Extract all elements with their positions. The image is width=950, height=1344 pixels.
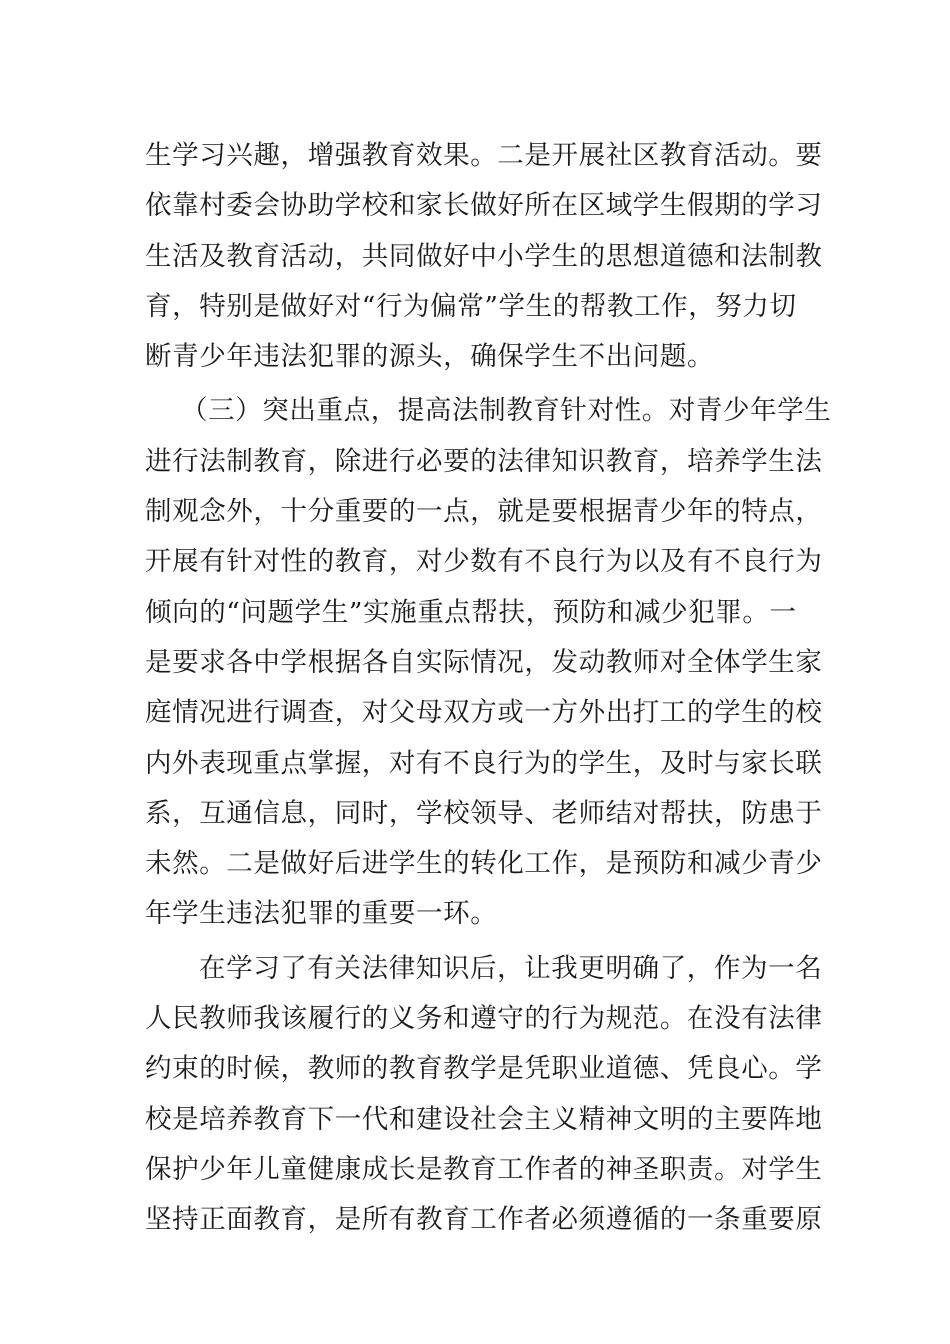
text-line: 进行法制教育，除进行必要的法律知识教育，培养学生法 bbox=[145, 445, 823, 477]
text-line: 人民教师我该履行的义务和遵守的行为规范。在没有法律 bbox=[145, 1003, 823, 1035]
document-body bbox=[145, 131, 832, 1246]
text-line: 校是培养教育下一代和建设社会主义精神文明的主要阵地 bbox=[145, 1103, 823, 1135]
paragraph bbox=[145, 131, 823, 382]
text-line: 保护少年儿童健康成长是教育工作者的神圣职责。对学生 bbox=[145, 1153, 823, 1185]
text-line: 年学生违法犯罪的重要一环。 bbox=[145, 898, 498, 930]
text-line: 约束的时候，教师的教育教学是凭职业道德、凭良心。学 bbox=[145, 1053, 823, 1085]
text-line: 制观念外，十分重要的一点，就是要根据青少年的特点， bbox=[145, 496, 823, 528]
text-line: （三）突出重点，提高法制教育针对性。对青少年学生 bbox=[181, 395, 832, 427]
text-line: 生学习兴趣，增强教育效果。二是开展社区教育活动。要 bbox=[145, 140, 823, 171]
text-line: 倾向的“问题学生”实施重点帮扶，预防和减少犯罪。一 bbox=[145, 596, 797, 628]
text-line: 依靠村委会协助学校和家长做好所在区域学生假期的学习 bbox=[145, 190, 823, 222]
paragraph bbox=[145, 386, 832, 939]
text-line: 育，特别是做好对“行为偏常”学生的帮教工作，努力切 bbox=[145, 290, 797, 322]
text-line: 系，互通信息，同时，学校领导、老师结对帮扶，防患于 bbox=[145, 797, 823, 829]
text-line: 是要求各中学根据各自实际情况，发动教师对全体学生家 bbox=[145, 646, 823, 678]
text-line: 生活及教育活动，共同做好中小学生的思想道德和法制教 bbox=[145, 240, 823, 272]
text-line: 内外表现重点掌握，对有不良行为的学生，及时与家长联 bbox=[145, 747, 823, 779]
text-line: 坚持正面教育，是所有教育工作者必须遵循的一条重要原 bbox=[145, 1204, 823, 1236]
text-line: 未然。二是做好后进学生的转化工作，是预防和减少青少 bbox=[145, 848, 823, 880]
text-line: 断青少年违法犯罪的源头，确保学生不出问题。 bbox=[145, 341, 715, 373]
text-line: 庭情况进行调查，对父母双方或一方外出打工的学生的校 bbox=[145, 697, 823, 729]
text-line: 在学习了有关法律知识后，让我更明确了，作为一名 bbox=[199, 952, 823, 984]
paragraph bbox=[145, 944, 823, 1246]
text-line: 开展有针对性的教育，对少数有不良行为以及有不良行为 bbox=[145, 546, 823, 578]
